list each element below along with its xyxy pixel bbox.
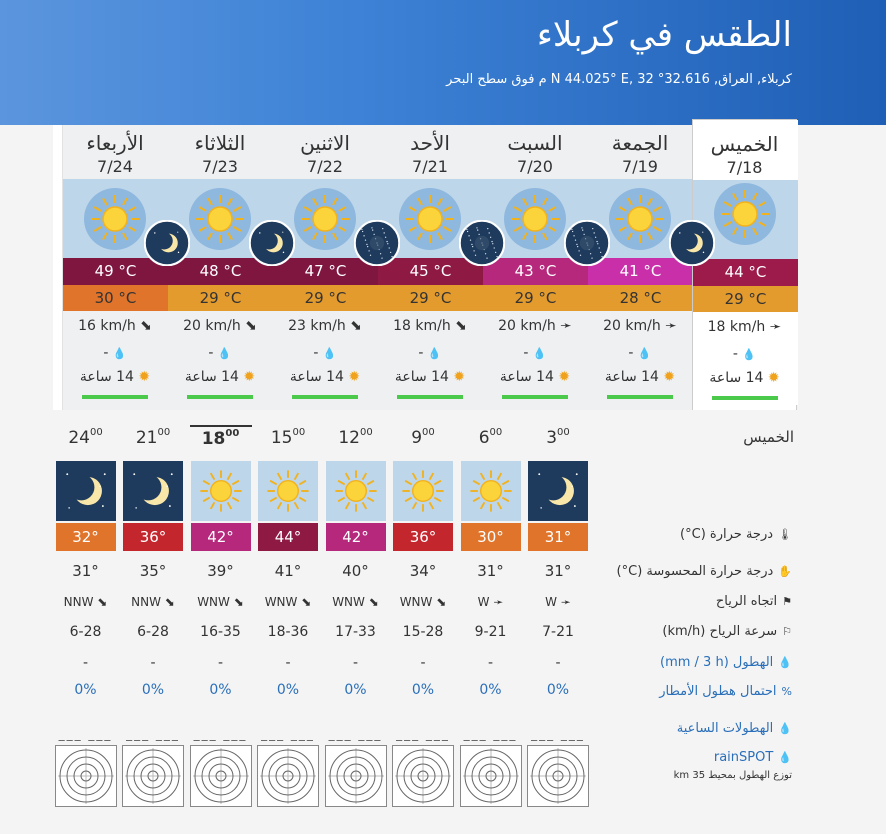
day-column[interactable] (377, 125, 482, 410)
hourly-precip-bars: ___ ___ (126, 727, 180, 741)
hour-wind-speed: 9-21 (474, 624, 507, 640)
wind-speed: 20 km/h (183, 318, 241, 334)
sun-icon (713, 182, 777, 246)
page-title: الطقس في كربلاء (536, 15, 792, 55)
day-sun-hours (273, 369, 377, 385)
hour-precip: - (487, 655, 494, 671)
drop-icon: 💧 (778, 751, 792, 764)
sun-hours-bar (712, 396, 778, 400)
day-precip (168, 345, 272, 361)
temp-max: 44 °C (693, 259, 798, 286)
temp-max: 41 °C (588, 258, 693, 285)
day-name: الأربعاء (86, 131, 144, 155)
day-precip (378, 345, 482, 361)
hour-precip: - (150, 655, 156, 671)
rainspot-grid[interactable] (257, 745, 319, 807)
wind-flag-icon: ⚐ (782, 625, 792, 638)
rainspot-grid[interactable] (460, 745, 522, 807)
temp-min: 29 °C (273, 285, 378, 311)
day-wind (378, 318, 482, 334)
hour-precip-prob: 0% (141, 682, 165, 698)
sun-hours-value: 14 ساعة (289, 369, 344, 385)
sun-icon (83, 187, 147, 251)
wind-speed: 20 km/h (498, 318, 556, 334)
temp-min: 28 °C (588, 285, 693, 311)
hour-label (190, 425, 252, 449)
temp-min: 30 °C (63, 285, 168, 311)
sun-small-icon: ✹ (767, 370, 780, 386)
day-column[interactable] (272, 125, 377, 410)
hour-wind-speed: 15-28 (402, 624, 444, 640)
hourly-precip-bars: ___ ___ (58, 727, 113, 741)
hour-feels: 39° (207, 562, 234, 580)
hour-precip: - (555, 655, 561, 671)
day-column[interactable] (62, 125, 167, 410)
day-wind (693, 319, 796, 335)
precip-value: - (208, 345, 214, 361)
wind-arrow-icon: ⬊ (350, 318, 362, 334)
hour-precip: - (285, 655, 291, 671)
day-name: الخميس (710, 132, 779, 156)
day-column[interactable] (587, 125, 692, 410)
wind-dir-text: W (545, 595, 557, 609)
day-sun-hours (378, 369, 482, 385)
sun-icon (461, 461, 521, 521)
row-label-rainspot[interactable] (714, 750, 792, 765)
sun-icon (608, 187, 672, 251)
hour-precip-prob: 0% (344, 682, 367, 698)
row-label-temp (680, 527, 792, 542)
hour-value: 15 (270, 428, 293, 448)
hour-wind-speed: 6-28 (137, 624, 169, 640)
hourly-precip-bars: ___ ___ (328, 727, 383, 741)
hourly-drop-icon: 💧 (778, 722, 792, 735)
rainspot-grid[interactable] (527, 745, 589, 807)
day-precip (588, 345, 692, 361)
hour-wind-dir (190, 595, 252, 609)
rainspot-note: توزع الهطول بمحيط 35 km (673, 770, 792, 781)
day-name: الأحد (410, 131, 450, 155)
sun-hours-value: 14 ساعة (79, 369, 134, 385)
drop-icon: 💧 (322, 347, 337, 360)
hour-value: 21 (135, 428, 158, 448)
wind-arrow-icon: ➛ (560, 318, 572, 334)
row-label-wind-dir (716, 594, 792, 609)
wind-dir-text: WNW (197, 595, 230, 609)
sun-icon (393, 461, 453, 521)
wind-flag-icon: ⚑ (782, 595, 792, 608)
temp-max: 47 °C (273, 258, 378, 285)
day-precip (693, 346, 796, 362)
day-wind (483, 318, 587, 334)
hour-temp: 42° (191, 523, 251, 551)
hour-wind-dir (527, 595, 589, 609)
day-date: 7/18 (726, 158, 763, 177)
hour-value: 24 (68, 428, 90, 448)
hour-wind-dir (257, 595, 319, 609)
night-moon-icon (249, 220, 295, 266)
daily-forecast-strip (53, 125, 795, 410)
sun-hours-value: 14 ساعة (499, 369, 554, 385)
hour-temp: 36° (123, 523, 183, 551)
night-moon-icon (144, 220, 190, 266)
day-column[interactable] (482, 125, 587, 410)
hour-minutes: 00 (359, 427, 373, 439)
wind-speed: 20 km/h (603, 318, 661, 334)
hour-precip: - (217, 655, 224, 671)
hour-minutes: 00 (422, 427, 435, 439)
hour-feels: 40° (342, 562, 369, 580)
hourly-precip-bars: ___ ___ (261, 727, 315, 741)
hour-temp: 44° (258, 523, 318, 551)
precip-value: - (418, 345, 424, 361)
hour-wind-dir (122, 595, 184, 609)
day-wind (63, 318, 167, 334)
night-stars-icon (354, 220, 400, 266)
row-label-feels (617, 564, 792, 579)
temp-max: 45 °C (378, 258, 483, 285)
wind-dir-text: NNW (131, 595, 161, 609)
sun-icon (188, 187, 252, 251)
location-subtitle: كربلاء, العراق, 32.616° N 44.025° E, 32 م فوق سطح البحر (446, 72, 792, 87)
hour-wind-dir (325, 595, 387, 609)
hour-precip-prob: 0% (276, 682, 300, 698)
hour-feels: 31° (477, 562, 504, 580)
sun-small-icon: ✹ (558, 369, 571, 385)
wind-dir-text: NNW (63, 595, 94, 609)
day-date: 7/24 (97, 157, 133, 176)
header (0, 0, 886, 125)
sun-hours-bar (292, 395, 358, 399)
sun-hours-bar (502, 395, 568, 399)
wind-arrow-icon: ➛ (560, 595, 571, 609)
precip-value: - (103, 345, 109, 361)
hour-precip: - (352, 655, 359, 671)
day-precip (63, 345, 167, 361)
hour-value: 3 (546, 428, 558, 448)
wind-dir-text: WNW (264, 595, 298, 609)
temp-max: 49 °C (63, 258, 168, 285)
percent-icon: % (781, 685, 792, 698)
hour-minutes: 00 (89, 427, 103, 439)
hour-wind-dir (460, 595, 522, 609)
row-label-wind-speed (662, 624, 792, 639)
row-label-rainspot-text[interactable]: rainSPOT (713, 750, 774, 765)
night-moon-icon (669, 220, 715, 266)
drop-icon: 💧 (427, 347, 442, 360)
hour-wind-speed: 18-36 (267, 624, 309, 640)
hour-label (257, 428, 319, 448)
hand-icon: ✋ (778, 565, 792, 578)
hour-minutes: 00 (157, 427, 171, 439)
row-label-wind-dir-text: اتجاه الرياح (715, 594, 778, 609)
day-sun-hours (168, 369, 272, 385)
sun-icon (258, 461, 318, 521)
hour-wind-dir (392, 595, 454, 609)
drop-icon: 💧 (778, 656, 792, 669)
hour-value: 18 (201, 429, 226, 449)
wind-speed: 18 km/h (707, 319, 766, 335)
sun-hours-value: 14 ساعة (394, 369, 449, 385)
wind-arrow-icon: ➛ (493, 595, 504, 609)
day-column[interactable] (167, 125, 272, 410)
temp-max: 43 °C (483, 258, 588, 285)
sun-icon (398, 187, 462, 251)
day-date: 7/19 (622, 157, 658, 176)
temp-min: 29 °C (378, 285, 483, 311)
row-label-prob (659, 684, 792, 699)
moon-icon (56, 461, 116, 521)
wind-arrow-icon: ⬊ (436, 595, 447, 609)
wind-arrow-icon: ⬊ (164, 595, 175, 609)
thermometer-icon: 🌡 (778, 528, 792, 541)
sun-icon (191, 461, 251, 521)
day-sun-hours (588, 369, 692, 385)
day-date: 7/21 (412, 157, 448, 176)
row-label-temp-text: درجة حرارة (C°) (680, 527, 774, 542)
hourly-precip-bars: ___ ___ (396, 727, 450, 741)
hour-feels: 41° (274, 562, 302, 580)
hour-precip-prob: 0% (411, 682, 435, 698)
row-label-wind-speed-text: سرعة الرياح (km/h) (662, 624, 778, 639)
hour-label (122, 428, 184, 448)
drop-icon: 💧 (217, 347, 232, 360)
wind-dir-text: WNW (399, 595, 433, 609)
day-name: السبت (507, 131, 563, 155)
precip-value: - (732, 346, 738, 362)
hour-label (55, 428, 117, 448)
sun-icon (293, 187, 357, 251)
temp-max: 48 °C (168, 258, 273, 285)
wind-speed: 18 km/h (393, 318, 451, 334)
hourly-precip-bars: ___ ___ (531, 727, 585, 741)
rainspot-grid[interactable] (190, 745, 252, 807)
row-label-hourly-precip-text[interactable]: الهطولات الساعية (676, 721, 774, 736)
hour-temp: 36° (393, 523, 453, 551)
hour-value: 12 (338, 428, 360, 448)
wind-arrow-icon: ⬊ (368, 595, 379, 609)
wind-arrow-icon: ⬊ (140, 318, 152, 334)
hour-temp: 30° (461, 523, 521, 551)
hour-label (392, 428, 454, 448)
day-date: 7/23 (202, 157, 238, 176)
hour-precip-prob: 0% (209, 682, 232, 698)
hour-wind-speed: 17-33 (335, 624, 376, 640)
sun-hours-value: 14 ساعة (604, 369, 659, 385)
temp-min: 29 °C (693, 286, 798, 312)
day-date: 7/20 (517, 157, 553, 176)
wind-arrow-icon: ⬊ (97, 595, 108, 609)
hour-temp: 32° (56, 523, 116, 551)
wind-speed: 23 km/h (288, 318, 346, 334)
sun-small-icon: ✹ (453, 369, 466, 385)
day-name: الثلاثاء (194, 131, 246, 155)
sun-icon (326, 461, 386, 521)
day-date: 7/22 (307, 157, 343, 176)
drop-icon: 💧 (532, 347, 547, 360)
rainspot-grid[interactable] (392, 745, 454, 807)
temp-min: 29 °C (483, 285, 588, 311)
row-label-feels-text: درجة حرارة المحسوسة (C°) (616, 564, 774, 579)
drop-icon: 💧 (742, 348, 757, 361)
wind-arrow-icon: ⬊ (233, 595, 244, 609)
hour-label (460, 428, 522, 448)
wind-arrow-icon: ⬊ (455, 318, 467, 334)
night-stars-icon (564, 220, 610, 266)
day-wind (588, 318, 692, 334)
moon-icon (528, 461, 588, 521)
sun-hours-bar (397, 395, 463, 399)
row-label-hourly-precip[interactable] (677, 721, 792, 736)
sun-hours-value: 14 ساعة (184, 369, 239, 385)
rainspot-grid[interactable] (122, 745, 184, 807)
day-name: الجمعة (611, 131, 669, 155)
hour-feels: 31° (544, 562, 572, 580)
hour-label (325, 428, 387, 448)
day-sun-hours (483, 369, 587, 385)
hour-minutes: 00 (292, 427, 306, 439)
hour-value: 9 (411, 428, 423, 448)
wind-speed: 16 km/h (78, 318, 136, 334)
hour-label (527, 428, 589, 448)
wind-arrow-icon: ➛ (665, 318, 677, 334)
day-sun-hours (63, 369, 167, 385)
hour-temp: 31° (528, 523, 588, 551)
precip-value: - (628, 345, 634, 361)
moon-icon (123, 461, 183, 521)
day-precip (273, 345, 377, 361)
rainspot-grid[interactable] (325, 745, 387, 807)
hour-precip: - (420, 655, 426, 671)
temp-min: 29 °C (168, 285, 273, 311)
wind-arrow-icon: ⬊ (301, 595, 312, 609)
night-stars-icon (459, 220, 505, 266)
hour-temp: 42° (326, 523, 386, 551)
day-wind (273, 318, 377, 334)
sun-hours-bar (82, 395, 148, 399)
hour-precip-prob: 0% (74, 682, 97, 698)
hour-feels: 31° (72, 562, 99, 580)
hourly-day-label: الخميس (743, 428, 794, 446)
sun-hours-bar (607, 395, 673, 399)
precip-value: - (523, 345, 529, 361)
row-label-precip (660, 655, 792, 670)
wind-arrow-icon: ➛ (769, 319, 782, 335)
rainspot-grid[interactable] (55, 745, 117, 807)
day-wind (168, 318, 272, 334)
row-label-prob-text: احتمال هطول الأمطار (659, 684, 777, 699)
sun-small-icon: ✹ (138, 369, 151, 385)
hour-minutes: 00 (225, 428, 240, 440)
drop-icon: 💧 (637, 347, 652, 360)
hourly-precip-bars: ___ ___ (463, 727, 518, 741)
hour-wind-speed: 16-35 (200, 624, 241, 640)
hour-feels: 34° (409, 562, 437, 580)
hour-precip-prob: 0% (479, 682, 502, 698)
row-label-precip-text: الهطول (mm / 3 h) (659, 655, 774, 670)
sun-hours-bar (187, 395, 253, 399)
day-name: الاثنين (300, 131, 350, 155)
hour-precip: - (82, 655, 89, 671)
precip-value: - (313, 345, 319, 361)
hour-minutes: 00 (557, 427, 570, 439)
wind-dir-text: W (477, 595, 490, 609)
hour-feels: 35° (139, 562, 167, 580)
hour-wind-dir (55, 595, 117, 609)
hour-value: 6 (478, 428, 490, 448)
day-sun-hours (693, 370, 796, 386)
wind-arrow-icon: ⬊ (245, 318, 257, 334)
hour-precip-prob: 0% (546, 682, 570, 698)
sun-small-icon: ✹ (243, 369, 256, 385)
drop-icon: 💧 (112, 347, 127, 360)
day-precip (483, 345, 587, 361)
sun-hours-value: 14 ساعة (709, 370, 764, 386)
hour-wind-speed: 7-21 (542, 624, 574, 640)
hour-minutes: 00 (489, 427, 503, 439)
hourly-precip-bars: ___ ___ (193, 727, 248, 741)
sun-small-icon: ✹ (348, 369, 361, 385)
sun-small-icon: ✹ (663, 369, 676, 385)
wind-dir-text: WNW (332, 595, 365, 609)
sun-icon (503, 187, 567, 251)
hour-wind-speed: 6-28 (69, 624, 102, 640)
